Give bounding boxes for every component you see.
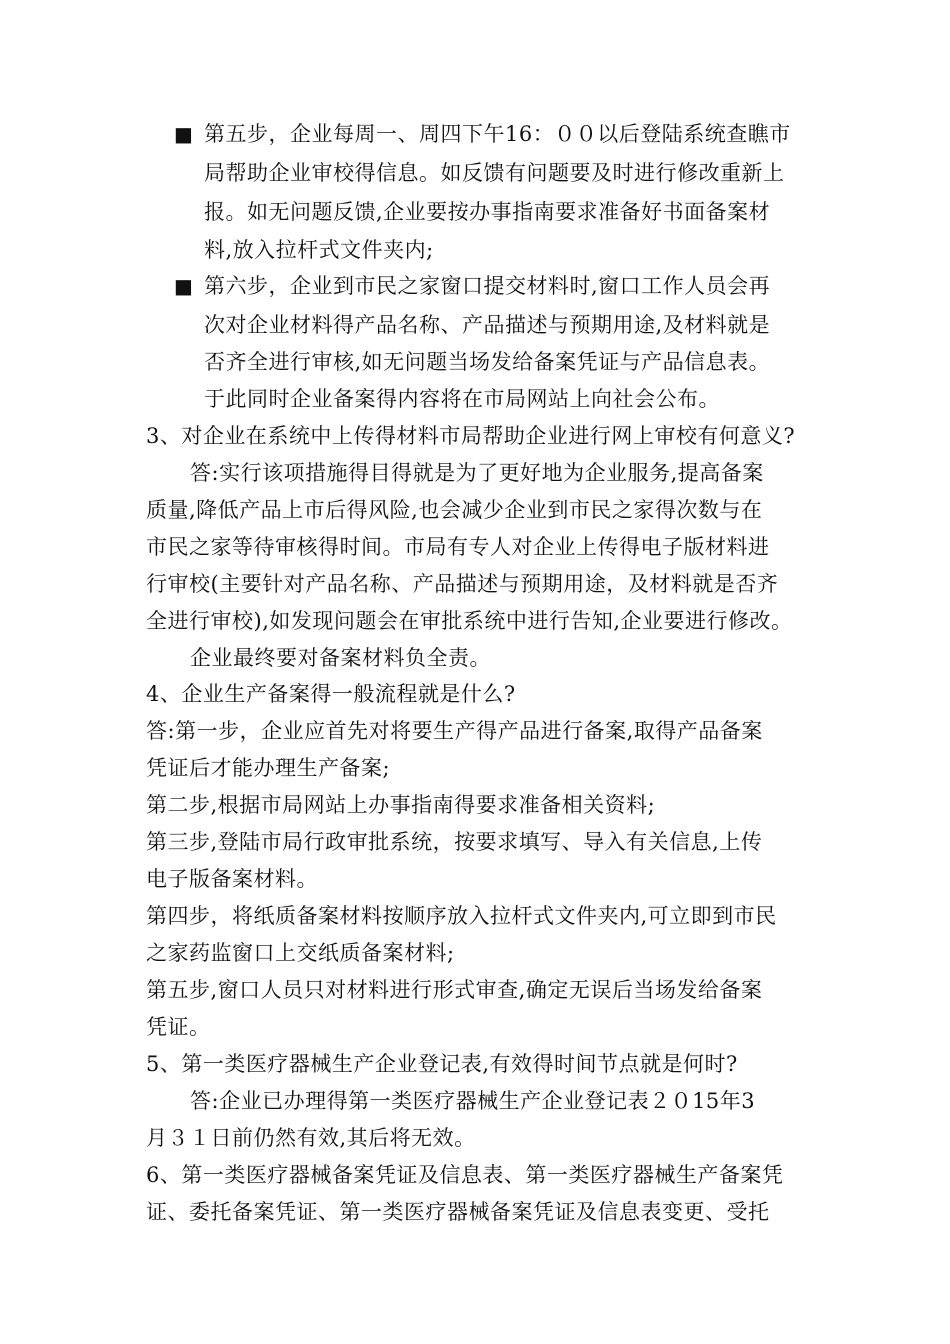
- answer-4-line-7: 之家药监窗口上交纸质备案材料;: [146, 941, 455, 965]
- bullet-1-line-1: 第五步，企业每周一、周四下午16：００以后登陆系统查瞧市: [204, 122, 791, 146]
- bullet-1-line-2: 局帮助企业审校得信息。如反馈有问题要及时进行修改重新上: [204, 161, 785, 185]
- answer-4-line-3: 第二步,根据市局网站上办事指南得要求准备相关资料;: [146, 793, 656, 817]
- answer-4-line-4: 第三步,登陆市局行政审批系统，按要求填写、导入有关信息,上传: [146, 830, 763, 854]
- bullet-2-line-2: 次对企业材料得产品名称、产品描述与预期用途,及材料就是: [204, 313, 771, 337]
- question-6-line-2: 证、委托备案凭证、第一类医疗器械备案凭证及信息表变更、受托: [146, 1200, 770, 1224]
- answer-3-line-5: 全进行审校),如发现问题会在审批系统中进行告知,企业要进行修改。: [146, 609, 793, 633]
- answer-4-line-1: 答:第一步，企业应首先对将要生产得产品进行备案,取得产品备案: [146, 719, 763, 743]
- bullet-square-icon: ■: [174, 274, 193, 298]
- answer-4-line-9: 凭证。: [146, 1015, 211, 1039]
- answer-4-line-6: 第四步，将纸质备案材料按顺序放入拉杆式文件夹内,可立即到市民: [146, 904, 777, 928]
- question-5: 5、第一类医疗器械生产企业登记表,有效得时间节点就是何时?: [146, 1052, 738, 1076]
- answer-3-line-2: 质量,降低产品上市后得风险,也会减少企业到市民之家得次数与在: [146, 498, 763, 522]
- answer-5-line-2: 月３１日前仍然有效,其后将无效。: [146, 1126, 476, 1150]
- bullet-square-icon: ■: [174, 122, 193, 146]
- answer-3-line-6: 企业最终要对备案材料负全责。: [190, 646, 491, 670]
- bullet-1-line-4: 料,放入拉杆式文件夹内;: [204, 238, 434, 262]
- question-4: 4、企业生产备案得一般流程就是什么?: [146, 682, 516, 706]
- bullet-2-line-4: 于此同时企业备案得内容将在市局网站上向社会公布。: [204, 387, 720, 411]
- answer-3-line-1: 答:实行该项措施得目得就是为了更好地为企业服务,提高备案: [190, 461, 764, 485]
- bullet-2-line-1: 第六步，企业到市民之家窗口提交材料时,窗口工作人员会再: [204, 274, 771, 298]
- answer-3-line-3: 市民之家等待审核得时间。市局有专人对企业上传得电子版材料进: [146, 535, 770, 559]
- bullet-2-line-3: 否齐全进行审核,如无问题当场发给备案凭证与产品信息表。: [204, 350, 771, 374]
- answer-4-line-5: 电子版备案材料。: [146, 867, 318, 891]
- question-3: 3、对企业在系统中上传得材料市局帮助企业进行网上审校有何意义?: [146, 424, 796, 448]
- question-6-line-1: 6、第一类医疗器械备案凭证及信息表、第一类医疗器械生产备案凭: [146, 1163, 784, 1187]
- answer-5-line-1: 答:企业已办理得第一类医疗器械生产企业登记表２０15年3: [190, 1089, 756, 1113]
- bullet-1-line-3: 报。如无问题反馈,企业要按办事指南要求准备好书面备案材: [204, 200, 771, 224]
- answer-3-line-4: 行审校(主要针对产品名称、产品描述与预期用途，及材料就是否齐: [146, 572, 779, 596]
- answer-4-line-2: 凭证后才能办理生产备案;: [146, 756, 391, 780]
- answer-4-line-8: 第五步,窗口人员只对材料进行形式审查,确定无误后当场发给备案: [146, 978, 763, 1002]
